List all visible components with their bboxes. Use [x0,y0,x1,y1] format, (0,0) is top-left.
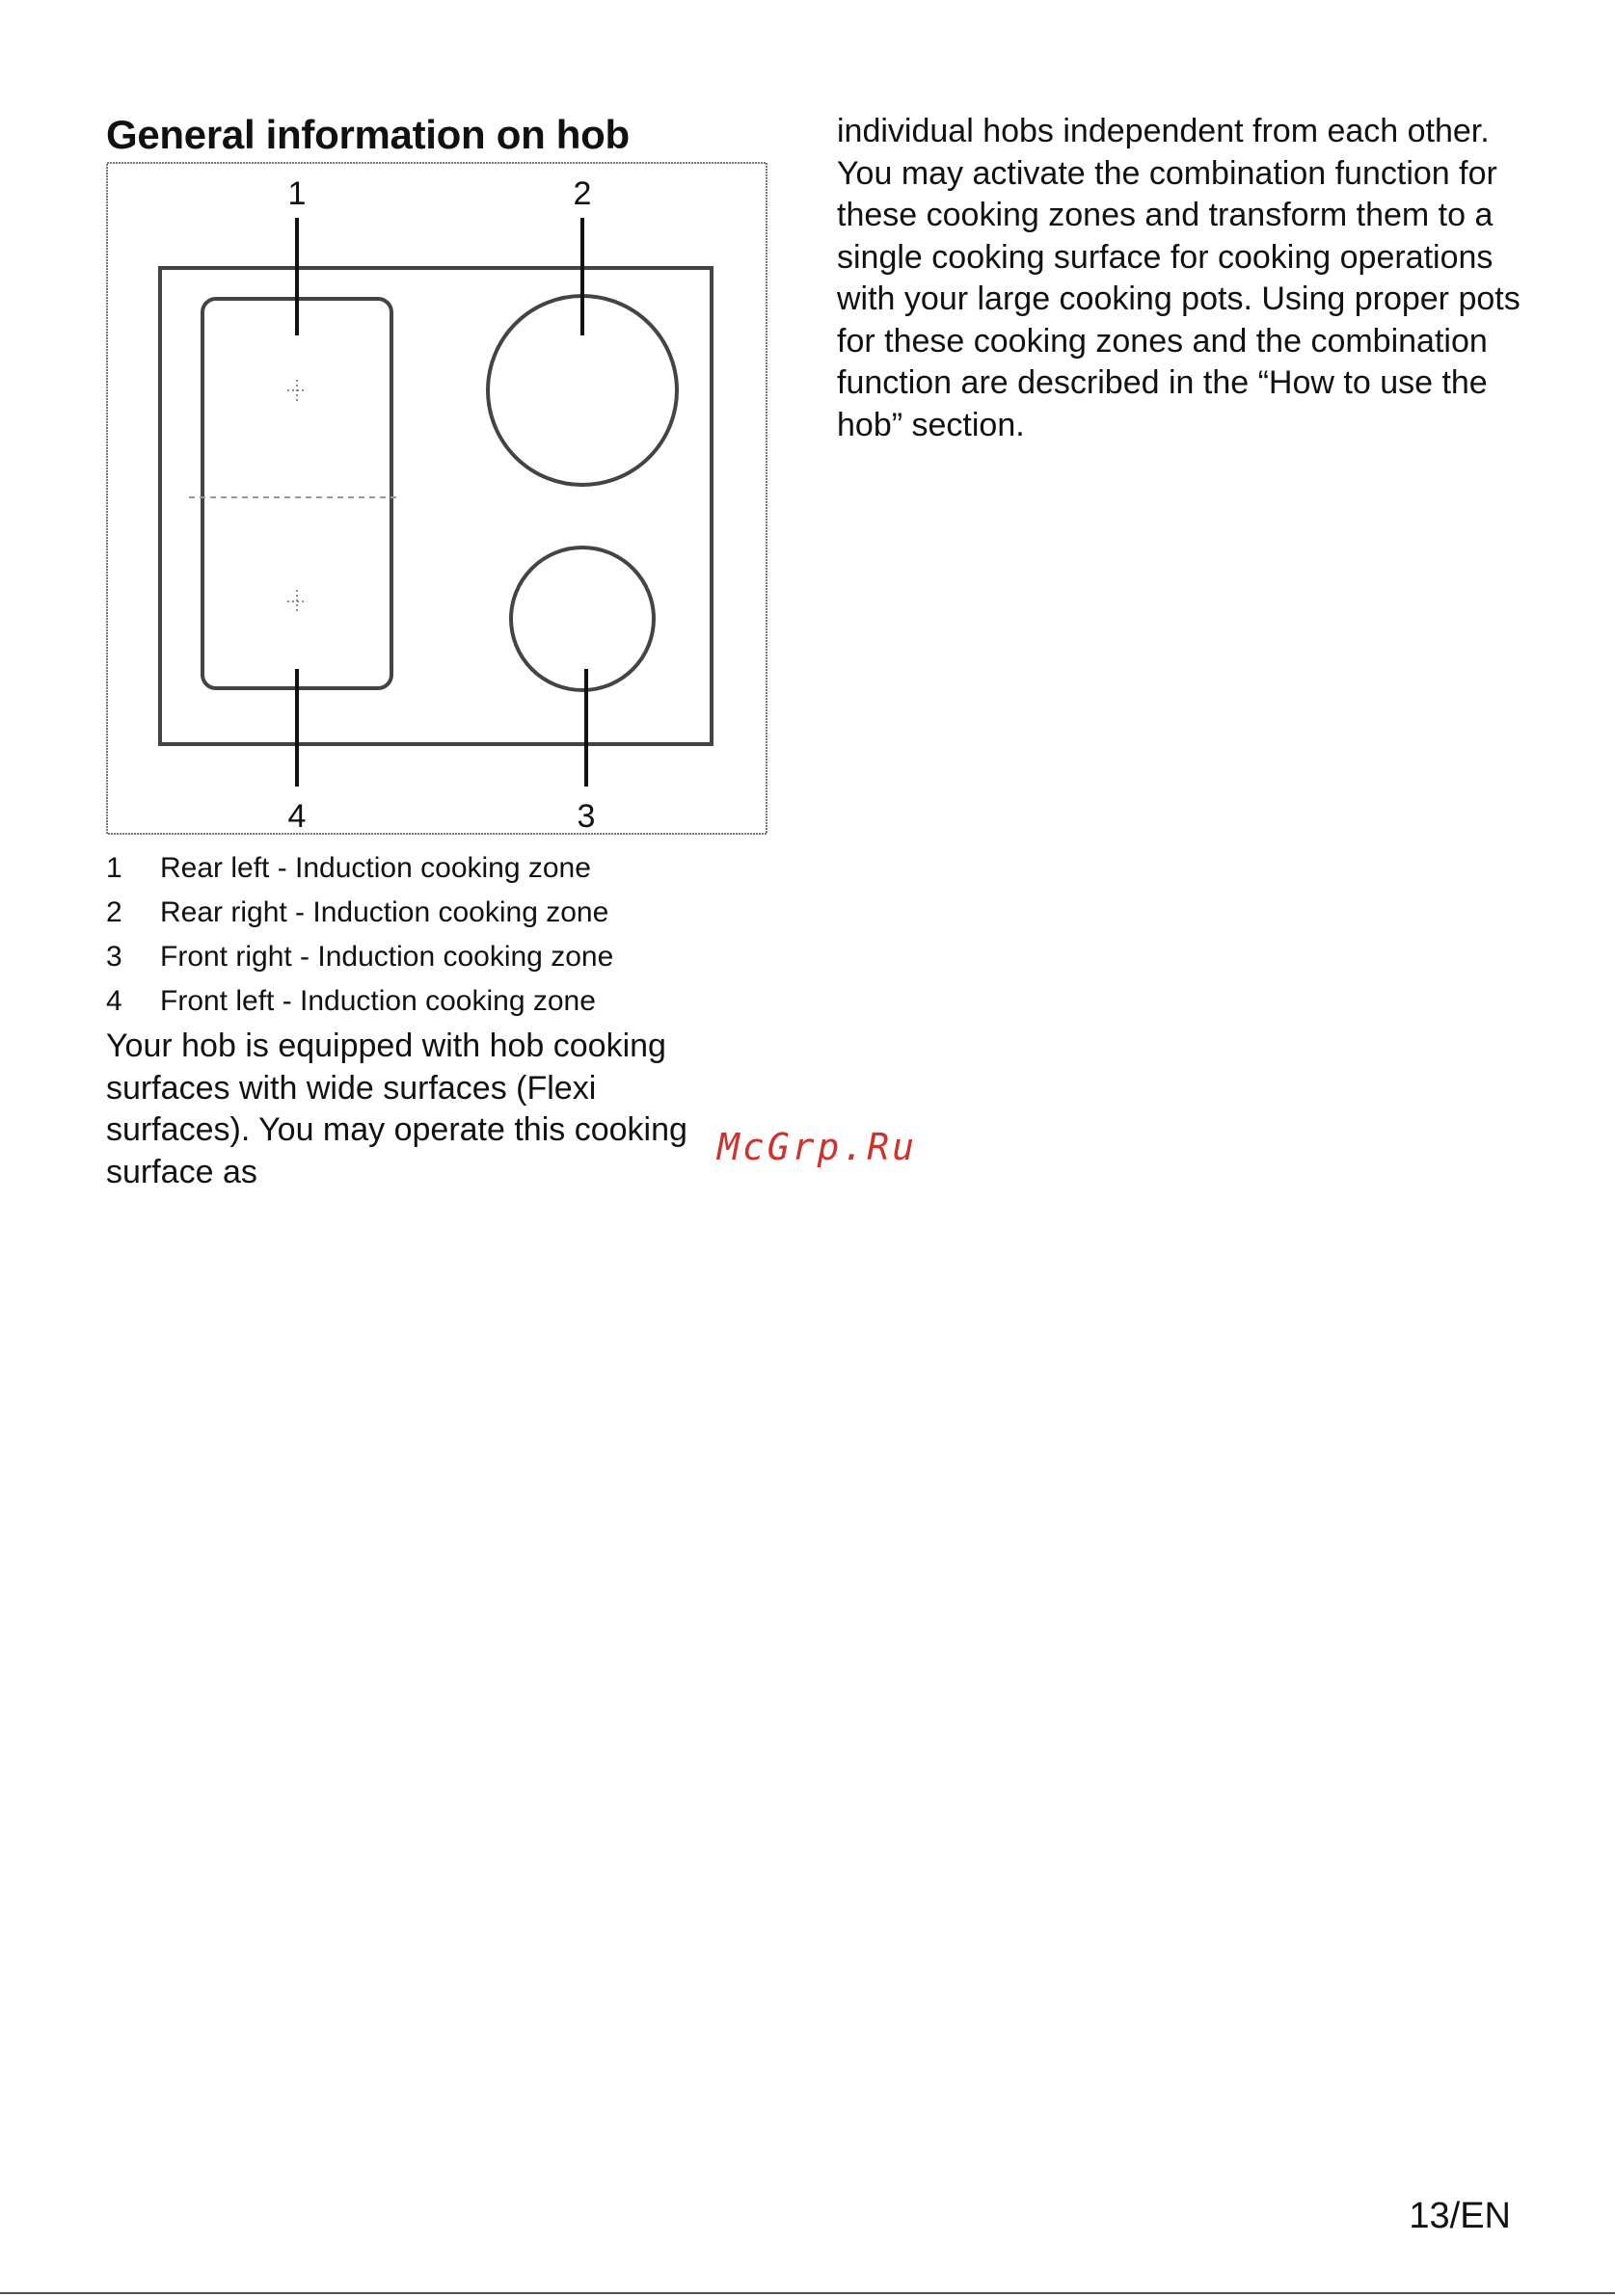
diagram-frame [107,163,767,834]
legend-text: Front right - Induction cooking zone [160,941,614,973]
legend-text: Rear right - Induction cooking zone [160,896,609,928]
legend-item [106,846,762,891]
combination-function-paragraph: individual hobs independent from each other. You may activate the combination function for these cooking zones and transform them to a single cooking surface for cooking operations with your large cooking pots. Using proper pots for these cooking zones and the combination function are described in the “How to use the hob” section. [837,113,1521,443]
legend-item [106,979,762,1024]
legend-number: 3 [106,941,122,973]
legend-number: 1 [106,852,122,884]
section-heading: General information on hob [106,112,630,157]
callout-1: 1 [287,175,307,212]
flexi-zone [202,299,391,688]
front-left-center-mark [287,590,307,613]
legend-text: Rear left - Induction cooking zone [160,852,591,884]
front-right-zone [511,547,654,690]
bottom-rule [0,2292,1615,2294]
zone-legend [106,846,762,1024]
legend-number: 4 [106,985,122,1017]
callout-3: 3 [577,798,596,835]
legend-number: 2 [106,896,122,928]
callout-4: 4 [287,798,307,835]
legend-item [106,891,762,935]
flexi-surface-paragraph: Your hob is equipped with hob cooking surfaces with wide surfaces (Flexi surfaces). You may operate this cooking surface as [106,1028,687,1190]
legend-item [106,935,762,979]
hob-diagram [106,162,767,835]
watermark: McGrp.Ru [717,1126,918,1168]
legend-text: Front left - Induction cooking zone [160,985,596,1017]
callout-2: 2 [573,175,592,212]
page-number: 13/EN [1409,2196,1511,2236]
rear-left-center-mark [287,380,307,401]
